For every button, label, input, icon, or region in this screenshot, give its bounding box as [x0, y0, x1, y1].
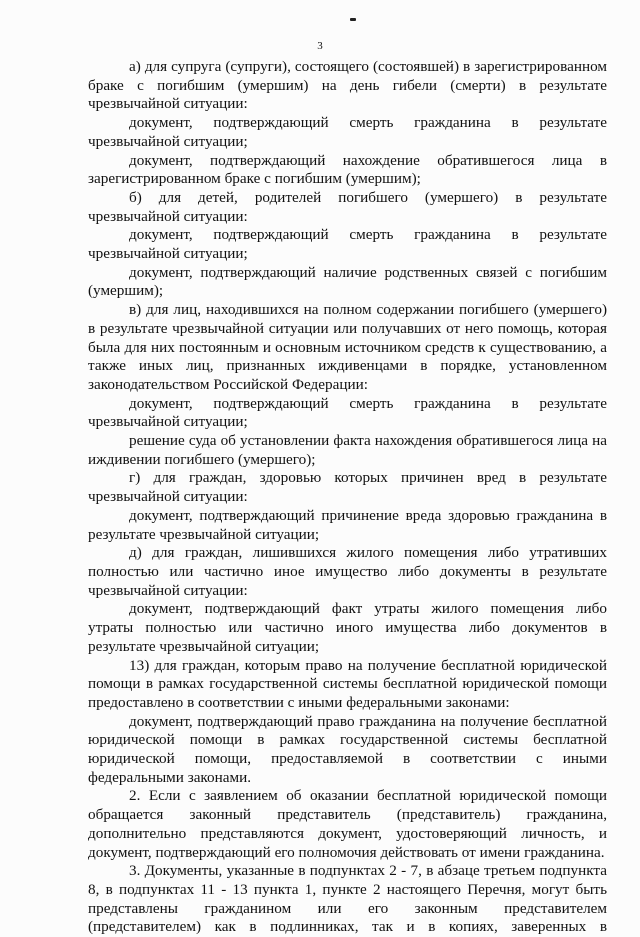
paragraph-v-court-decision: решение суда об установлении факта нахождения обратившегося лица на иждивении погибшего (умершего); — [88, 432, 607, 468]
paragraph-2-representative: 2. Если с заявлением об оказании бесплатной юридической помощи обращается законный представитель (представитель) гражданина, дополнительно представляются документ, удостоверяющий личность, и документ, подтверждающий его полномочия действовать от имени гражданина. — [88, 787, 607, 861]
paragraph-v-dependents: в) для лиц, находившихся на полном содержании погибшего (умершего) в результате чрезвычайной ситуации или получавших от него помощь, которая была для них постоянным и основным источником средств к существованию, а также иных лиц, признанных иждивенцами в порядке, установленном законодательством Российской Федерации: — [88, 301, 607, 393]
document-body — [88, 58, 607, 937]
paragraph-a-doc-marriage: документ, подтверждающий нахождение обратившегося лица в зарегистрированном браке с погибшим (умершим); — [88, 151, 607, 188]
paragraph-a-spouse: а) для супруга (супруги), состоящего (состоявшей) в зарегистрированном браке с погибшим (умершим) на день гибели (смерти) в результате чрезвычайной ситуации: — [88, 58, 607, 113]
paragraph-v-doc-death: документ, подтверждающий смерть гражданина в результате чрезвычайной ситуации; — [88, 394, 607, 431]
paragraph-g-doc-harm: документ, подтверждающий причинение вреда здоровью гражданина в результате чрезвычайной ситуации; — [88, 506, 607, 543]
paragraph-13-doc-right: документ, подтверждающий право гражданина на получение бесплатной юридической помощи в рамках государственной системы бесплатной юридической помощи, предоставляемой в соответствии с иными федеральными законами. — [88, 712, 607, 786]
paragraph-b-doc-kinship: документ, подтверждающий наличие родственных связей с погибшим (умершим); — [88, 263, 607, 300]
paragraph-d-doc-loss: документ, подтверждающий факт утраты жилого помещения либо утраты полностью или частично иного имущества либо документов в результате чрезвычайной ситуации; — [88, 600, 607, 655]
paragraph-3-documents: 3. Документы, указанные в подпунктах 2 - 7, в абзаце третьем подпункта 8, в подпунктах 11 - 13 пункта 1, пункте 2 настоящего Перечня, могут быть представлены гражданином или его законным представителем (представителем) как в подлинниках, так и в копиях, заверенных в — [88, 862, 607, 936]
paragraph-a-doc-death: документ, подтверждающий смерть гражданина в результате чрезвычайной ситуации; — [88, 114, 607, 150]
paragraph-g-health-harm: г) для граждан, здоровью которых причинен вред в результате чрезвычайной ситуации: — [88, 469, 607, 506]
paragraph-b-children-parents: б) для детей, родителей погибшего (умершего) в результате чрезвычайной ситуации: — [88, 188, 607, 225]
paragraph-b-doc-death: документ, подтверждающий смерть гражданина в результате чрезвычайной ситуации; — [88, 226, 607, 263]
scan-mark — [350, 18, 356, 21]
page-number: 3 — [317, 40, 323, 52]
paragraph-13-other-laws: 13) для граждан, которым право на получение бесплатной юридической помощи в рамках государственной системы бесплатной юридической помощи предоставлено в соответствии с иными федеральными законами: — [88, 656, 607, 711]
paragraph-d-property-loss: д) для граждан, лишившихся жилого помещения либо утративших полностью или частично иное имущество либо документы в результате чрезвычайной ситуации: — [88, 544, 607, 599]
